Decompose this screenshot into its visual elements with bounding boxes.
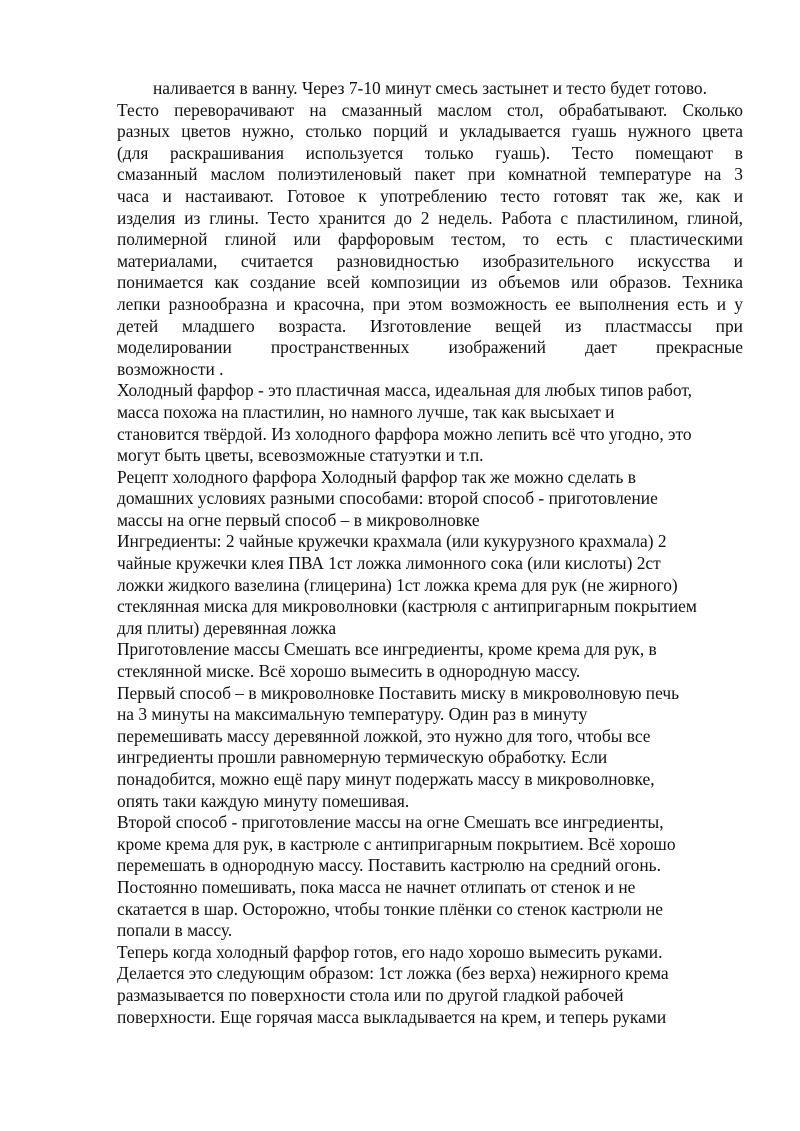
- text-line: опять таки каждую минуту помешивая.: [117, 790, 410, 811]
- text-line: Тесто переворачивают на смазанный маслом стол, обрабатывают. Сколько: [117, 99, 743, 120]
- text-line: могут быть цветы, всевозможные статуэтки и т.п.: [117, 445, 484, 466]
- text-line: смазанный маслом полиэтиленовый пакет при комнатной температуре на 3: [117, 164, 743, 185]
- text-line: Рецепт холодного фарфора Холодный фарфор так же можно сделать в: [117, 466, 636, 487]
- paragraph-recipe-intro: [117, 467, 743, 532]
- text-line: стеклянной миске. Всё хорошо вымесить в однородную массу.: [117, 661, 581, 682]
- text-line: перемешать в однородную массу. Поставить кастрюлю на средний огонь.: [117, 855, 661, 876]
- text-line: (для раскрашивания используется только гуашь). Тесто помещают в: [117, 142, 743, 163]
- text-line: детей младшего возраста. Изготовление вещей из пластмассы при: [117, 315, 743, 336]
- paragraph-kneading: [117, 942, 743, 1028]
- text-line: материалами, считается разновидностью изобразительного искусства и: [117, 250, 743, 271]
- text-line: Постоянно помешивать, пока масса не начнет отлипать от стенок и не: [117, 876, 636, 897]
- text-line: ингредиенты прошли равномерную термическую обработку. Если: [117, 747, 608, 768]
- text-line: ложки жидкого вазелина (глицерина) 1ст ложка крема для рук (не жирного): [117, 574, 678, 595]
- document-page: [117, 78, 743, 1028]
- text-line: понадобится, можно ещё пару минут подержать массу в микроволновке,: [117, 769, 655, 789]
- text-line: поверхности. Еще горячая масса выкладывается на крем, и теперь руками: [117, 1006, 667, 1027]
- text-line: перемешивать массу деревянной ложкой, это нужно для того, чтобы все: [117, 725, 651, 746]
- text-line: лепки разнообразна и красочна, при этом возможность ее выполнения есть и у: [117, 293, 743, 314]
- text-line: Приготовление массы Смешать все ингредиенты, кроме крема для рук, в: [117, 639, 657, 660]
- text-line: понимается как создание всей композиции из объемов или образов. Техника: [117, 272, 743, 293]
- text-line: часа и настаивают. Готовое к употреблению тесто готовят так же, как и: [117, 185, 743, 206]
- text-line: стеклянная миска для микроволновки (кастрюля с антипригарным покрытием: [117, 596, 697, 617]
- text-line: домашних условиях разными способами: второй способ - приготовление: [117, 488, 658, 509]
- text-line: разных цветов нужно, столько порций и укладывается гуашь нужного цвета: [117, 121, 743, 142]
- text-line: изделия из глины. Тесто хранится до 2 недель. Работа с пластилином, глиной,: [117, 207, 743, 228]
- text-line: Теперь когда холодный фарфор готов, его надо хорошо вымесить руками.: [117, 941, 663, 962]
- text-line: полимерной глиной или фарфоровым тестом, то есть с пластическими: [117, 229, 743, 250]
- text-line: размазывается по поверхности стола или по другой гладкой рабочей: [117, 984, 624, 1005]
- text-line: наливается в ванну. Через 7-10 минут смесь застынет и тесто будет готово.: [153, 78, 707, 98]
- paragraph-microwave-method: [117, 683, 743, 813]
- text-line: на 3 минуты на максимальную температуру. Один раз в минуту: [117, 704, 588, 725]
- paragraph-ingredients: [117, 531, 743, 639]
- text-line: становится твёрдой. Из холодного фарфора можно лепить всё что угодно, это: [117, 423, 692, 444]
- text-line: попали в массу.: [117, 920, 233, 941]
- text-line: Первый способ – в микроволновке Поставить миску в микроволновую печь: [117, 682, 680, 703]
- text-line: чайные кружечки клея ПВА 1ст ложка лимонного сока (или кислоты) 2ст: [117, 553, 661, 574]
- text-line: скатается в шар. Осторожно, чтобы тонкие плёнки со стенок кастрюли не: [117, 898, 664, 919]
- text-line: массы на огне первый способ – в микроволновке: [117, 509, 480, 530]
- text-line: Холодный фарфор - это пластичная масса, идеальная для любых типов работ,: [117, 380, 693, 401]
- text-line: возможности .: [117, 358, 224, 379]
- text-line: масса похожа на пластилин, но намного лучше, так как высыхает и: [117, 401, 615, 422]
- paragraph-mass-preparation: [117, 639, 743, 682]
- text-line: для плиты) деревянная ложка: [117, 617, 337, 638]
- text-line: моделировании пространственных изображений дает прекрасные: [117, 337, 743, 358]
- text-line: Ингредиенты: 2 чайные кружечки крахмала (или кукурузного крахмала) 2: [117, 531, 667, 552]
- paragraph-cold-porcelain-definition: [117, 380, 743, 466]
- paragraph-dough-and-modeling: [117, 78, 743, 380]
- text-line: Делается это следующим образом: 1ст ложка (без верха) нежирного крема: [117, 963, 669, 984]
- text-line: Второй способ - приготовление массы на огне Смешать все ингредиенты,: [117, 812, 664, 833]
- text-line: кроме крема для рук, в кастрюле с антипригарным покрытием. Всё хорошо: [117, 833, 676, 854]
- paragraph-stove-method: [117, 812, 743, 942]
